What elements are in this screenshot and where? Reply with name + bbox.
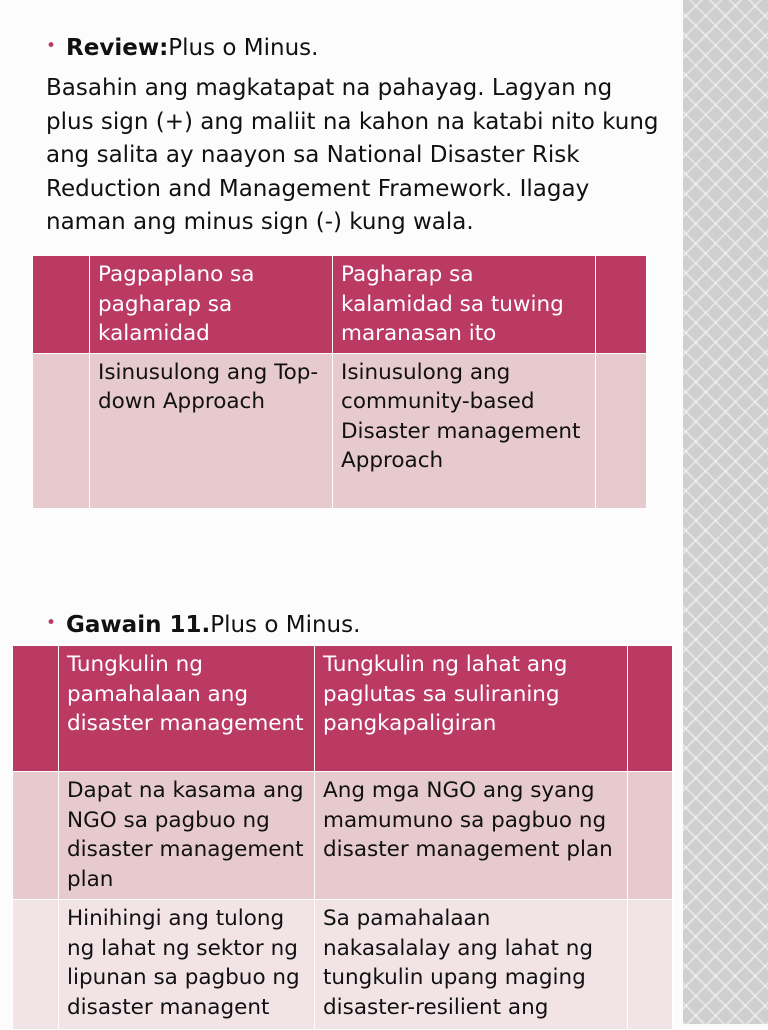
- header-cell: Tungkulin ng pamahalaan ang disaster management: [59, 646, 315, 772]
- plus-minus-box[interactable]: [13, 772, 59, 900]
- review-heading-bold: Review:: [66, 35, 169, 61]
- header-cell: Pagharap sa kalamidad sa tuwing maranasan ito: [333, 256, 596, 354]
- gawain-heading-text: Plus o Minus.: [210, 612, 361, 638]
- table-row: [13, 900, 673, 1030]
- review-table-header-row: [33, 256, 647, 354]
- plus-minus-box[interactable]: [13, 646, 59, 772]
- plus-minus-box[interactable]: [628, 772, 673, 900]
- header-cell: Tungkulin ng lahat ang paglutas sa suliraning pangkapaligiran: [315, 646, 628, 772]
- table-row: [33, 353, 647, 508]
- table-cell: Isinusulong ang Top-down Approach: [90, 353, 333, 508]
- plus-minus-box[interactable]: [33, 353, 90, 508]
- plus-minus-box[interactable]: [628, 900, 673, 1030]
- review-heading: [46, 34, 318, 64]
- instructions-paragraph: Basahin ang magkatapat na pahayag. Lagyan ng plus sign (+) ang maliit na kahon na katabi nito kung ang salita ay naayon sa National Disaster Risk Reduction and Management Framework. Ilagay naman ang minus sign (-) kung wala.: [46, 75, 659, 235]
- table-cell: Isinusulong ang community-based Disaster management Approach: [333, 353, 596, 508]
- plus-minus-box[interactable]: [596, 353, 647, 508]
- gawain-heading-bold: Gawain 11.: [66, 612, 211, 638]
- decorative-sidebar: [683, 0, 768, 1024]
- bullet-icon: •: [46, 613, 57, 633]
- plus-minus-box[interactable]: [13, 900, 59, 1030]
- plus-minus-box[interactable]: [628, 646, 673, 772]
- bullet-icon: •: [46, 36, 57, 56]
- header-cell: Pagpaplano sa pagharap sa kalamidad: [90, 256, 333, 354]
- table-cell: Dapat na kasama ang NGO sa pagbuo ng disaster management plan: [59, 772, 315, 900]
- review-table: [32, 255, 647, 509]
- table-row: [13, 772, 673, 900]
- gawain-table: [12, 645, 673, 1030]
- plus-minus-box[interactable]: [596, 256, 647, 354]
- plus-minus-box[interactable]: [33, 256, 90, 354]
- table-cell: Hinihingi ang tulong ng lahat ng sektor ng lipunan sa pagbuo ng disaster managent: [59, 900, 315, 1030]
- gawain-table-header-row: [13, 646, 673, 772]
- table-cell: Ang mga NGO ang syang mamumuno sa pagbuo ng disaster management plan: [315, 772, 628, 900]
- table-cell: Sa pamahalaan nakasalalay ang lahat ng tungkulin upang maging disaster-resilient ang: [315, 900, 628, 1030]
- review-heading-text: Plus o Minus.: [168, 35, 319, 61]
- gawain-heading: [46, 611, 360, 641]
